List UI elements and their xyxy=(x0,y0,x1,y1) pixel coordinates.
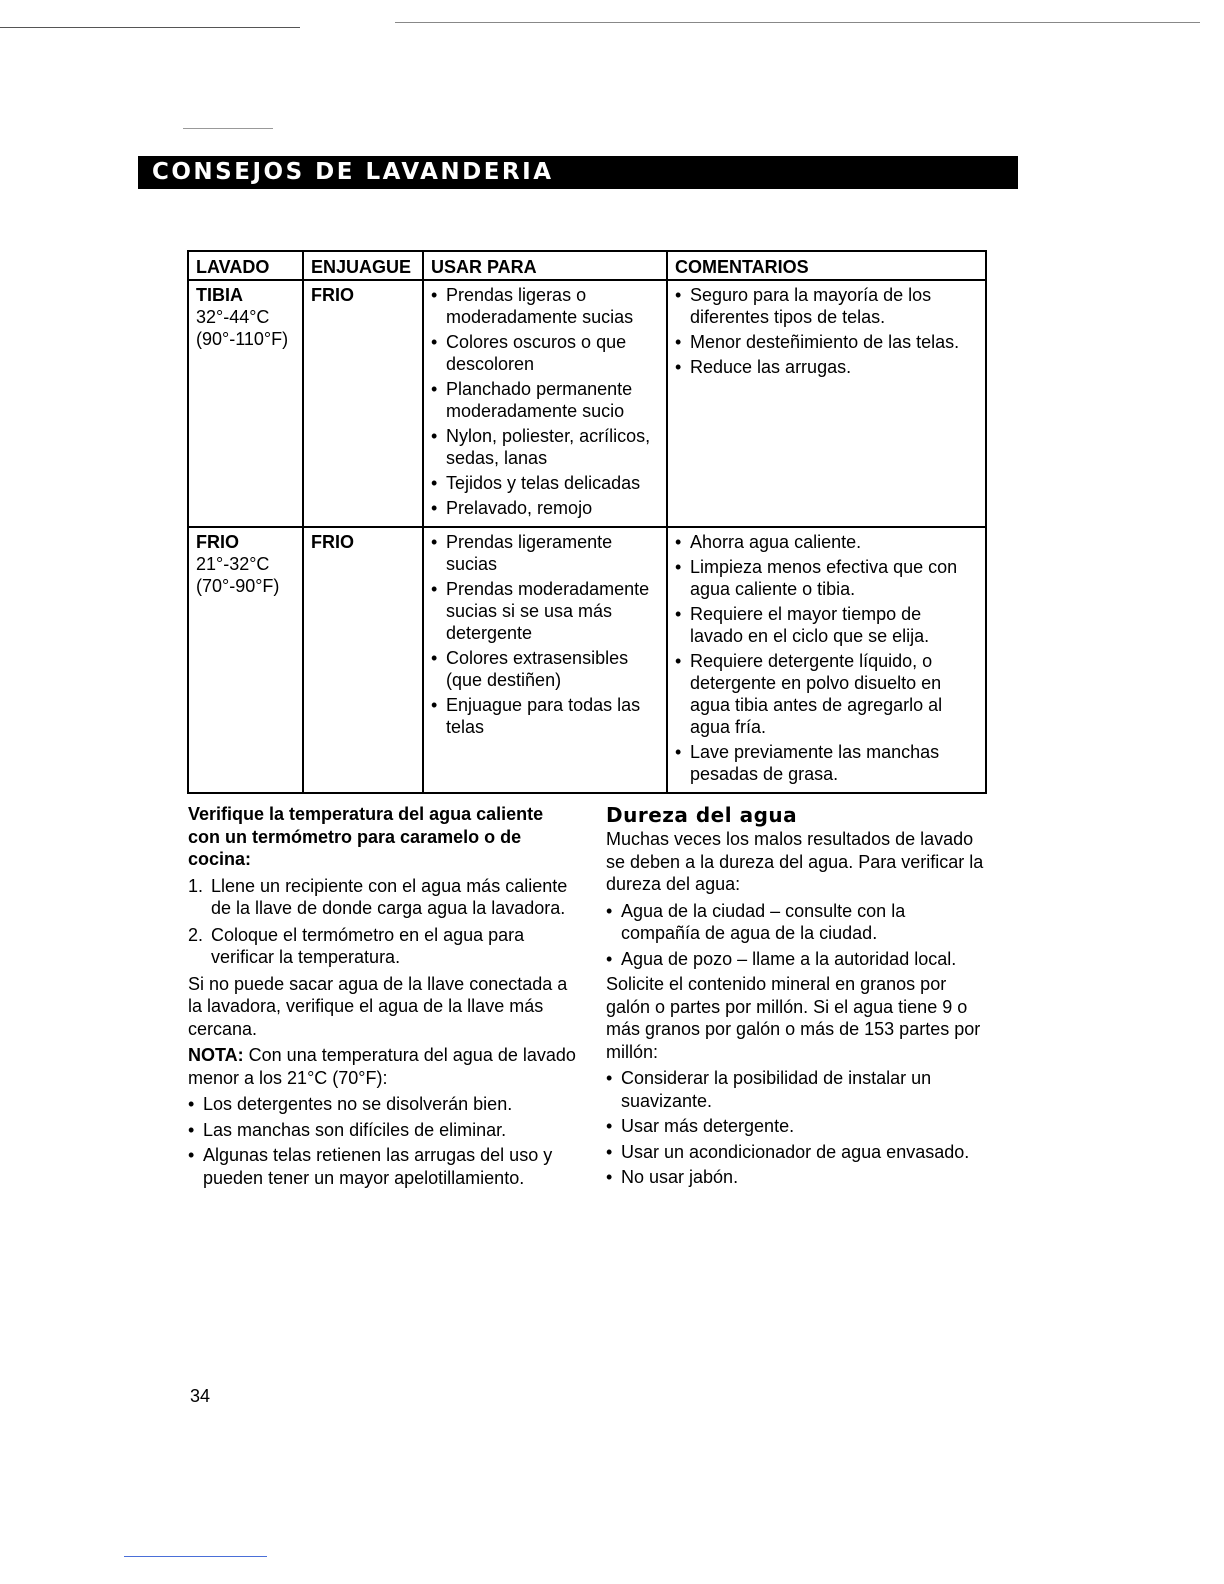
thermometer-instructions xyxy=(188,803,580,1192)
list-item: • Seguro para la mayoría de los diferentes tipos de telas. xyxy=(675,284,979,328)
wash-cell xyxy=(188,280,303,527)
page-number: 34 xyxy=(190,1386,211,1406)
wash-cell xyxy=(188,527,303,793)
list-item: • Limpieza menos efectiva que con agua caliente o tibia. xyxy=(675,556,979,600)
list-item: • Requiere el mayor tiempo de lavado en el ciclo que se elija. xyxy=(675,603,979,647)
list-item: • Ahorra agua caliente. xyxy=(675,531,979,553)
rinse-cell xyxy=(303,527,423,793)
list-item: • Las manchas son difíciles de eliminar. xyxy=(188,1119,580,1142)
table-row xyxy=(188,527,986,793)
header-comentarios: COMENTARIOS xyxy=(667,251,986,280)
use-for-list xyxy=(431,531,660,738)
list-item xyxy=(188,875,580,920)
list-item xyxy=(188,924,580,969)
use-for-list xyxy=(431,284,660,519)
water-hardness-intro: Muchas veces los malos resultados de lavado se deben a la dureza del agua. Para verificar la dureza del agua: xyxy=(606,829,984,894)
step-text: Coloque el termómetro en el agua para verificar la temperatura. xyxy=(211,924,525,967)
rinse-cell xyxy=(303,280,423,527)
scan-artifact-line xyxy=(124,1556,267,1557)
header-lavado: LAVADO xyxy=(188,251,303,280)
section-banner: CONSEJOS DE LAVANDERIA xyxy=(138,156,1018,189)
temp-fahrenheit: (70°-90°F) xyxy=(196,576,280,596)
list-item: • Colores extrasensibles (que destiñen) xyxy=(431,647,660,691)
list-item: • Agua de pozo – llame a la autoridad local. xyxy=(606,948,988,971)
list-item: • Requiere detergente líquido, o detergente en polvo disuelto en agua tibia antes de agregarlo al agua fría. xyxy=(675,650,979,738)
step-number: 2. xyxy=(188,924,204,945)
nota-label: NOTA: xyxy=(188,1045,244,1065)
list-item: • Los detergentes no se disolverán bien. xyxy=(188,1093,580,1116)
water-hardness-title: Dureza del agua xyxy=(606,803,798,827)
list-item: • No usar jabón. xyxy=(606,1166,988,1189)
list-item: • Prendas ligeras o moderadamente sucias xyxy=(431,284,660,328)
scan-artifact-line xyxy=(395,22,1200,23)
list-item: • Agua de la ciudad – consulte con la compañía de agua de la ciudad. xyxy=(606,900,988,945)
scan-artifact-line xyxy=(183,128,273,129)
temp-celsius: 32°-44°C xyxy=(196,307,270,327)
scan-artifact-line xyxy=(0,27,300,28)
hardness-actions-list xyxy=(606,1067,988,1189)
nota-paragraph xyxy=(188,1044,580,1089)
thermometer-heading: Verifique la temperatura del agua caliente con un termómetro para caramelo o de cocina: xyxy=(188,804,544,869)
table-header-row xyxy=(188,251,986,280)
list-item: • Considerar la posibilidad de instalar un suavizante. xyxy=(606,1067,988,1112)
mineral-content-paragraph: Solicite el contenido mineral en granos por galón o partes por millón. Si el agua tiene 9 o más granos por galón o más de 153 partes por millón: xyxy=(606,974,981,1062)
step-number: 1. xyxy=(188,875,204,896)
list-item: • Prendas ligeramente sucias xyxy=(431,531,660,575)
temp-fahrenheit: (90°-110°F) xyxy=(196,329,289,349)
water-hardness-section xyxy=(606,803,988,1192)
comments-cell xyxy=(667,280,986,527)
nearest-tap-paragraph: Si no puede sacar agua de la llave conectada a la lavadora, verifique el agua de la llave más cercana. xyxy=(188,973,568,1039)
low-temperature-effects-list xyxy=(188,1093,580,1189)
nota-text: Con una temperatura del agua de lavado menor a los 21°C (70°F): xyxy=(188,1045,576,1088)
list-item: • Reduce las arrugas. xyxy=(675,356,979,378)
header-enjuague: ENJUAGUE xyxy=(303,251,423,280)
comments-list xyxy=(675,531,979,785)
list-item: • Prendas moderadamente sucias si se usa más detergente xyxy=(431,578,660,644)
list-item: • Prelavado, remojo xyxy=(431,497,660,519)
list-item: • Colores oscuros o que descoloren xyxy=(431,331,660,375)
list-item: • Usar más detergente. xyxy=(606,1115,988,1138)
temp-celsius: 21°-32°C xyxy=(196,554,270,574)
step-text: Llene un recipiente con el agua más caliente de la llave de donde carga agua la lavadora. xyxy=(211,875,568,918)
list-item: • Enjuague para todas las telas xyxy=(431,694,660,738)
list-item: • Lave previamente las manchas pesadas de grasa. xyxy=(675,741,979,785)
use-for-cell xyxy=(423,280,667,527)
wash-temperature-name: TIBIA xyxy=(196,285,243,305)
wash-temperature-table xyxy=(187,250,987,794)
list-item: • Usar un acondicionador de agua envasado. xyxy=(606,1141,988,1164)
wash-temperature-name: FRIO xyxy=(196,532,239,552)
list-item: • Algunas telas retienen las arrugas del uso y pueden tener un mayor apelotillamiento. xyxy=(188,1144,580,1189)
rinse-temperature: FRIO xyxy=(311,285,354,305)
table-row xyxy=(188,280,986,527)
list-item: • Nylon, poliester, acrílicos, sedas, lanas xyxy=(431,425,660,469)
rinse-temperature: FRIO xyxy=(311,532,354,552)
header-usar-para: USAR PARA xyxy=(423,251,667,280)
list-item: • Menor desteñimiento de las telas. xyxy=(675,331,979,353)
list-item: • Tejidos y telas delicadas xyxy=(431,472,660,494)
hardness-check-list xyxy=(606,900,988,971)
comments-cell xyxy=(667,527,986,793)
thermometer-steps xyxy=(188,875,580,969)
use-for-cell xyxy=(423,527,667,793)
comments-list xyxy=(675,284,979,378)
list-item: • Planchado permanente moderadamente sucio xyxy=(431,378,660,422)
